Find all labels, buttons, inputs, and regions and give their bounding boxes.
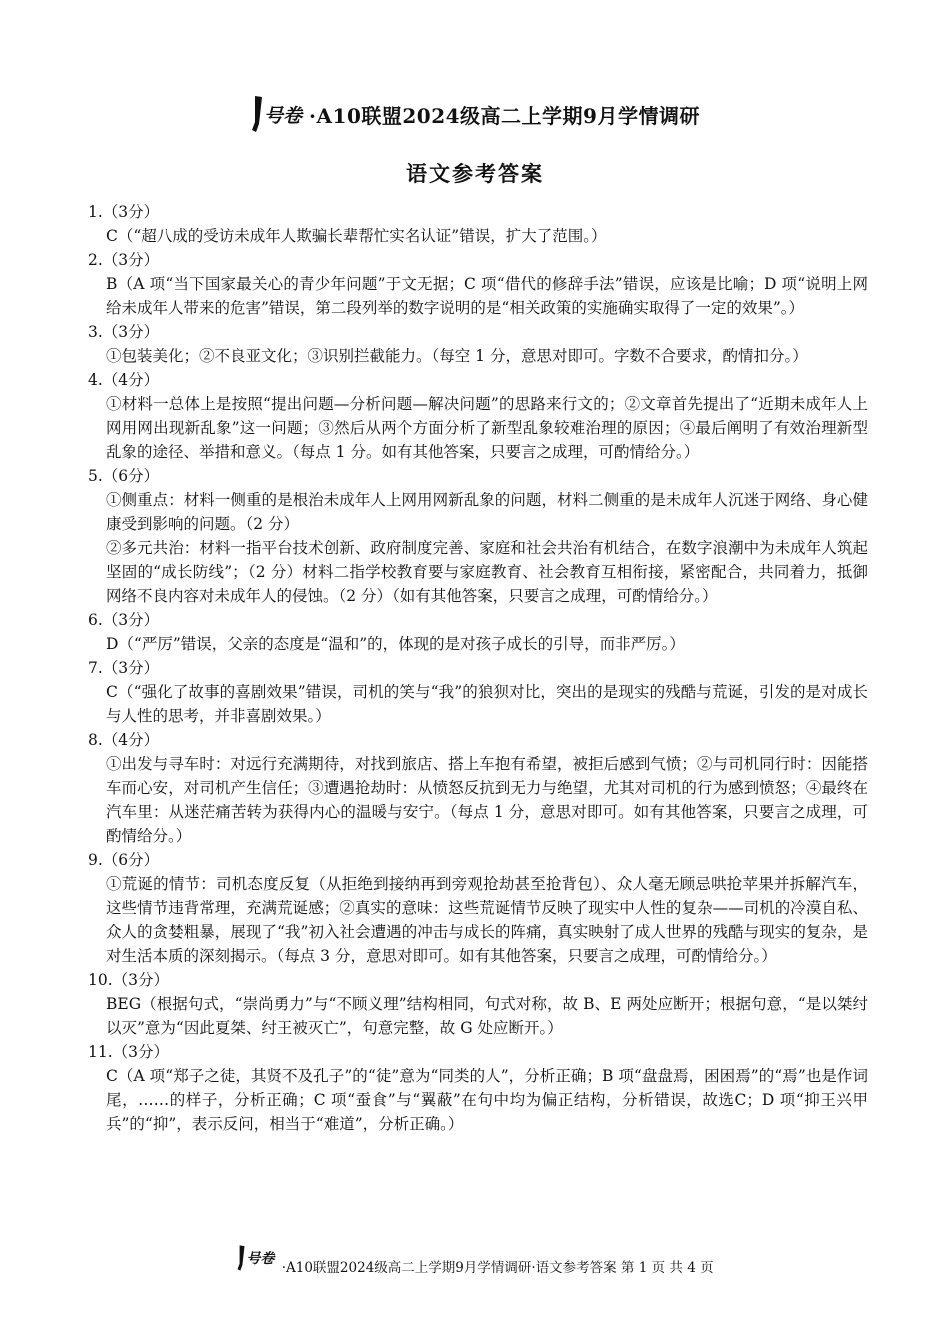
answer-paragraph: ①材料一总体上是按照“提出问题—分析问题—解决问题”的思路来行文的；②文章首先提出了“近期未成年人上网用网出现新乱象”这一问题；③然后从两个方面分析了新型乱象较难治理的原因；④最后阐明了有效治理新型乱象的途径、举措和意义。（每点 1 分。如有其他答案，只要言之成理，可酌情给分。） [106,395,868,461]
answer-paragraph: C（A 项“郑子之徒，其贤不及孔子”的“徒”意为“同类的人”，分析正确；B 项“盘盘焉，困困焉”的“焉”也是作词尾，……的样子，分析正确；C 项“蚕食”与“翼蔽”在句中均为偏正结构，分析错误，故选C；D 项“抑王兴甲兵”的“抑”，表示反问，相当于“难道”，分析正确。） [106,1067,868,1133]
question-item [88,368,868,464]
exam-title-text: A10联盟2024级高二上学期9月学情调研 [316,103,700,128]
question-heading: 6.（3分） [88,611,160,629]
question-item [88,728,868,848]
page-footer [0,1244,950,1276]
question-item [88,320,868,368]
answer-paragraph: C（“超八成的受访未成年人欺骗长辈帮忙实名认证”错误，扩大了范围。） [106,227,607,245]
question-heading: 3.（3分） [88,323,160,341]
question-item [88,1040,868,1136]
answer-paragraph: ①出发与寻车时：对远行充满期待，对找到旅店、搭上车抱有希望，被拒后感到气愤；②与司机同行时：因能搭车而心安，对司机产生信任；③遭遇抢劫时：从愤怒反抗到无力与绝望，尤其对司机的行为感到愤怒；④最终在汽车里：从迷茫痛苦转为获得内心的温暖与安宁。（每点 1 分，意思对即可。如有其他答案，只要言之成理，可酌情给分。） [106,755,868,845]
answer-paragraph: ①侧重点：材料一侧重的是根治未成年人上网用网新乱象的问题，材料二侧重的是未成年人沉迷于网络、身心健康受到影响的问题。（2 分） [106,491,868,533]
document-title: 语文参考答案 [406,161,544,186]
question-item [88,608,868,656]
page-header [0,94,950,188]
exam-title: ·A10联盟2024级高二上学期9月学情调研 [309,103,700,128]
question-heading: 1.（3分） [88,203,160,221]
brand-line [250,94,700,134]
answer-paragraph: ①包装美化；②不良亚文化；③识别拦截能力。（每空 1 分，意思对即可。字数不合要求，酌情扣分。） [106,347,808,365]
brush-stroke-icon [236,1244,246,1272]
question-heading: 7.（3分） [88,659,160,677]
question-item [88,848,868,968]
question-item [88,656,868,728]
answer-list [88,200,868,1136]
question-heading: 5.（6分） [88,467,160,485]
logo-text: 号卷 [264,104,303,127]
brush-stroke-icon [250,94,264,134]
brand-logo [250,94,305,134]
footer-logo [236,1244,277,1272]
question-item [88,968,868,1040]
answer-paragraph: ②多元共治：材料一指平台技术创新、政府制度完善、家庭和社会共治有机结合，在数字浪潮中为未成年人筑起坚固的“成长防线”；（2 分）材料二指学校教育要与家庭教育、社会教育互相衔接，紧密配合，共同着力，抵御网络不良内容对未成年人的侵蚀。（2 分）（如有其他答案，只要言之成理，可酌情给分。） [106,539,868,605]
question-heading: 2.（3分） [88,251,160,269]
answer-paragraph: BEG（根据句式，“崇尚勇力”与“不顾义理”结构相同，句式对称，故 B、E 两处应断开；根据句意，“是以桀纣以灭”意为“因此夏桀、纣王被灭亡”，句意完整，故 G 处应断开。） [106,995,868,1037]
footer-text: ·A10联盟2024级高二上学期9月学情调研·语文参考答案 第 1 页 共 4 页 [281,1260,714,1276]
answer-paragraph: ①荒诞的情节：司机态度反复（从拒绝到接纳再到旁观抢劫甚至抢背包）、众人毫无顾忌哄抢苹果并拆解汽车，这些情节违背常理，充满荒诞感；②真实的意味：这些荒诞情节反映了现实中人性的复杂——司机的冷漠自私、众人的贪婪粗暴，展现了“我”初入社会遭遇的冲击与成长的阵痛，真实映射了成人世界的残酷与现实的复杂，是对生活本质的深刻揭示。（每点 3 分，意思对即可。如有其他答案，只要言之成理，可酌情给分。） [106,875,868,965]
question-heading: 8.（4分） [88,731,160,749]
footer-logo-text: 号卷 [246,1251,275,1267]
answer-paragraph: C（“强化了故事的喜剧效果”错误，司机的笑与“我”的狼狈对比，突出的是现实的残酷与荒诞，引发的是对成长与人性的思考，并非喜剧效果。） [106,683,868,725]
question-heading: 9.（6分） [88,851,160,869]
question-heading: 10.（3分） [88,971,170,989]
question-heading: 4.（4分） [88,371,160,389]
question-item [88,464,868,608]
question-item [88,248,868,320]
answer-paragraph: D（“严厉”错误，父亲的态度是“温和”的，体现的是对孩子成长的引导，而非严厉。） [106,635,685,653]
question-item [88,200,868,248]
question-heading: 11.（3分） [88,1043,170,1061]
answer-paragraph: B（A 项“当下国家最关心的青少年问题”于文无据；C 项“借代的修辞手法”错误，应该是比喻；D 项“说明上网给未成年人带来的危害”错误，第二段列举的数字说明的是“相关政策的实施确实取得了一定的效果”。） [106,275,868,317]
